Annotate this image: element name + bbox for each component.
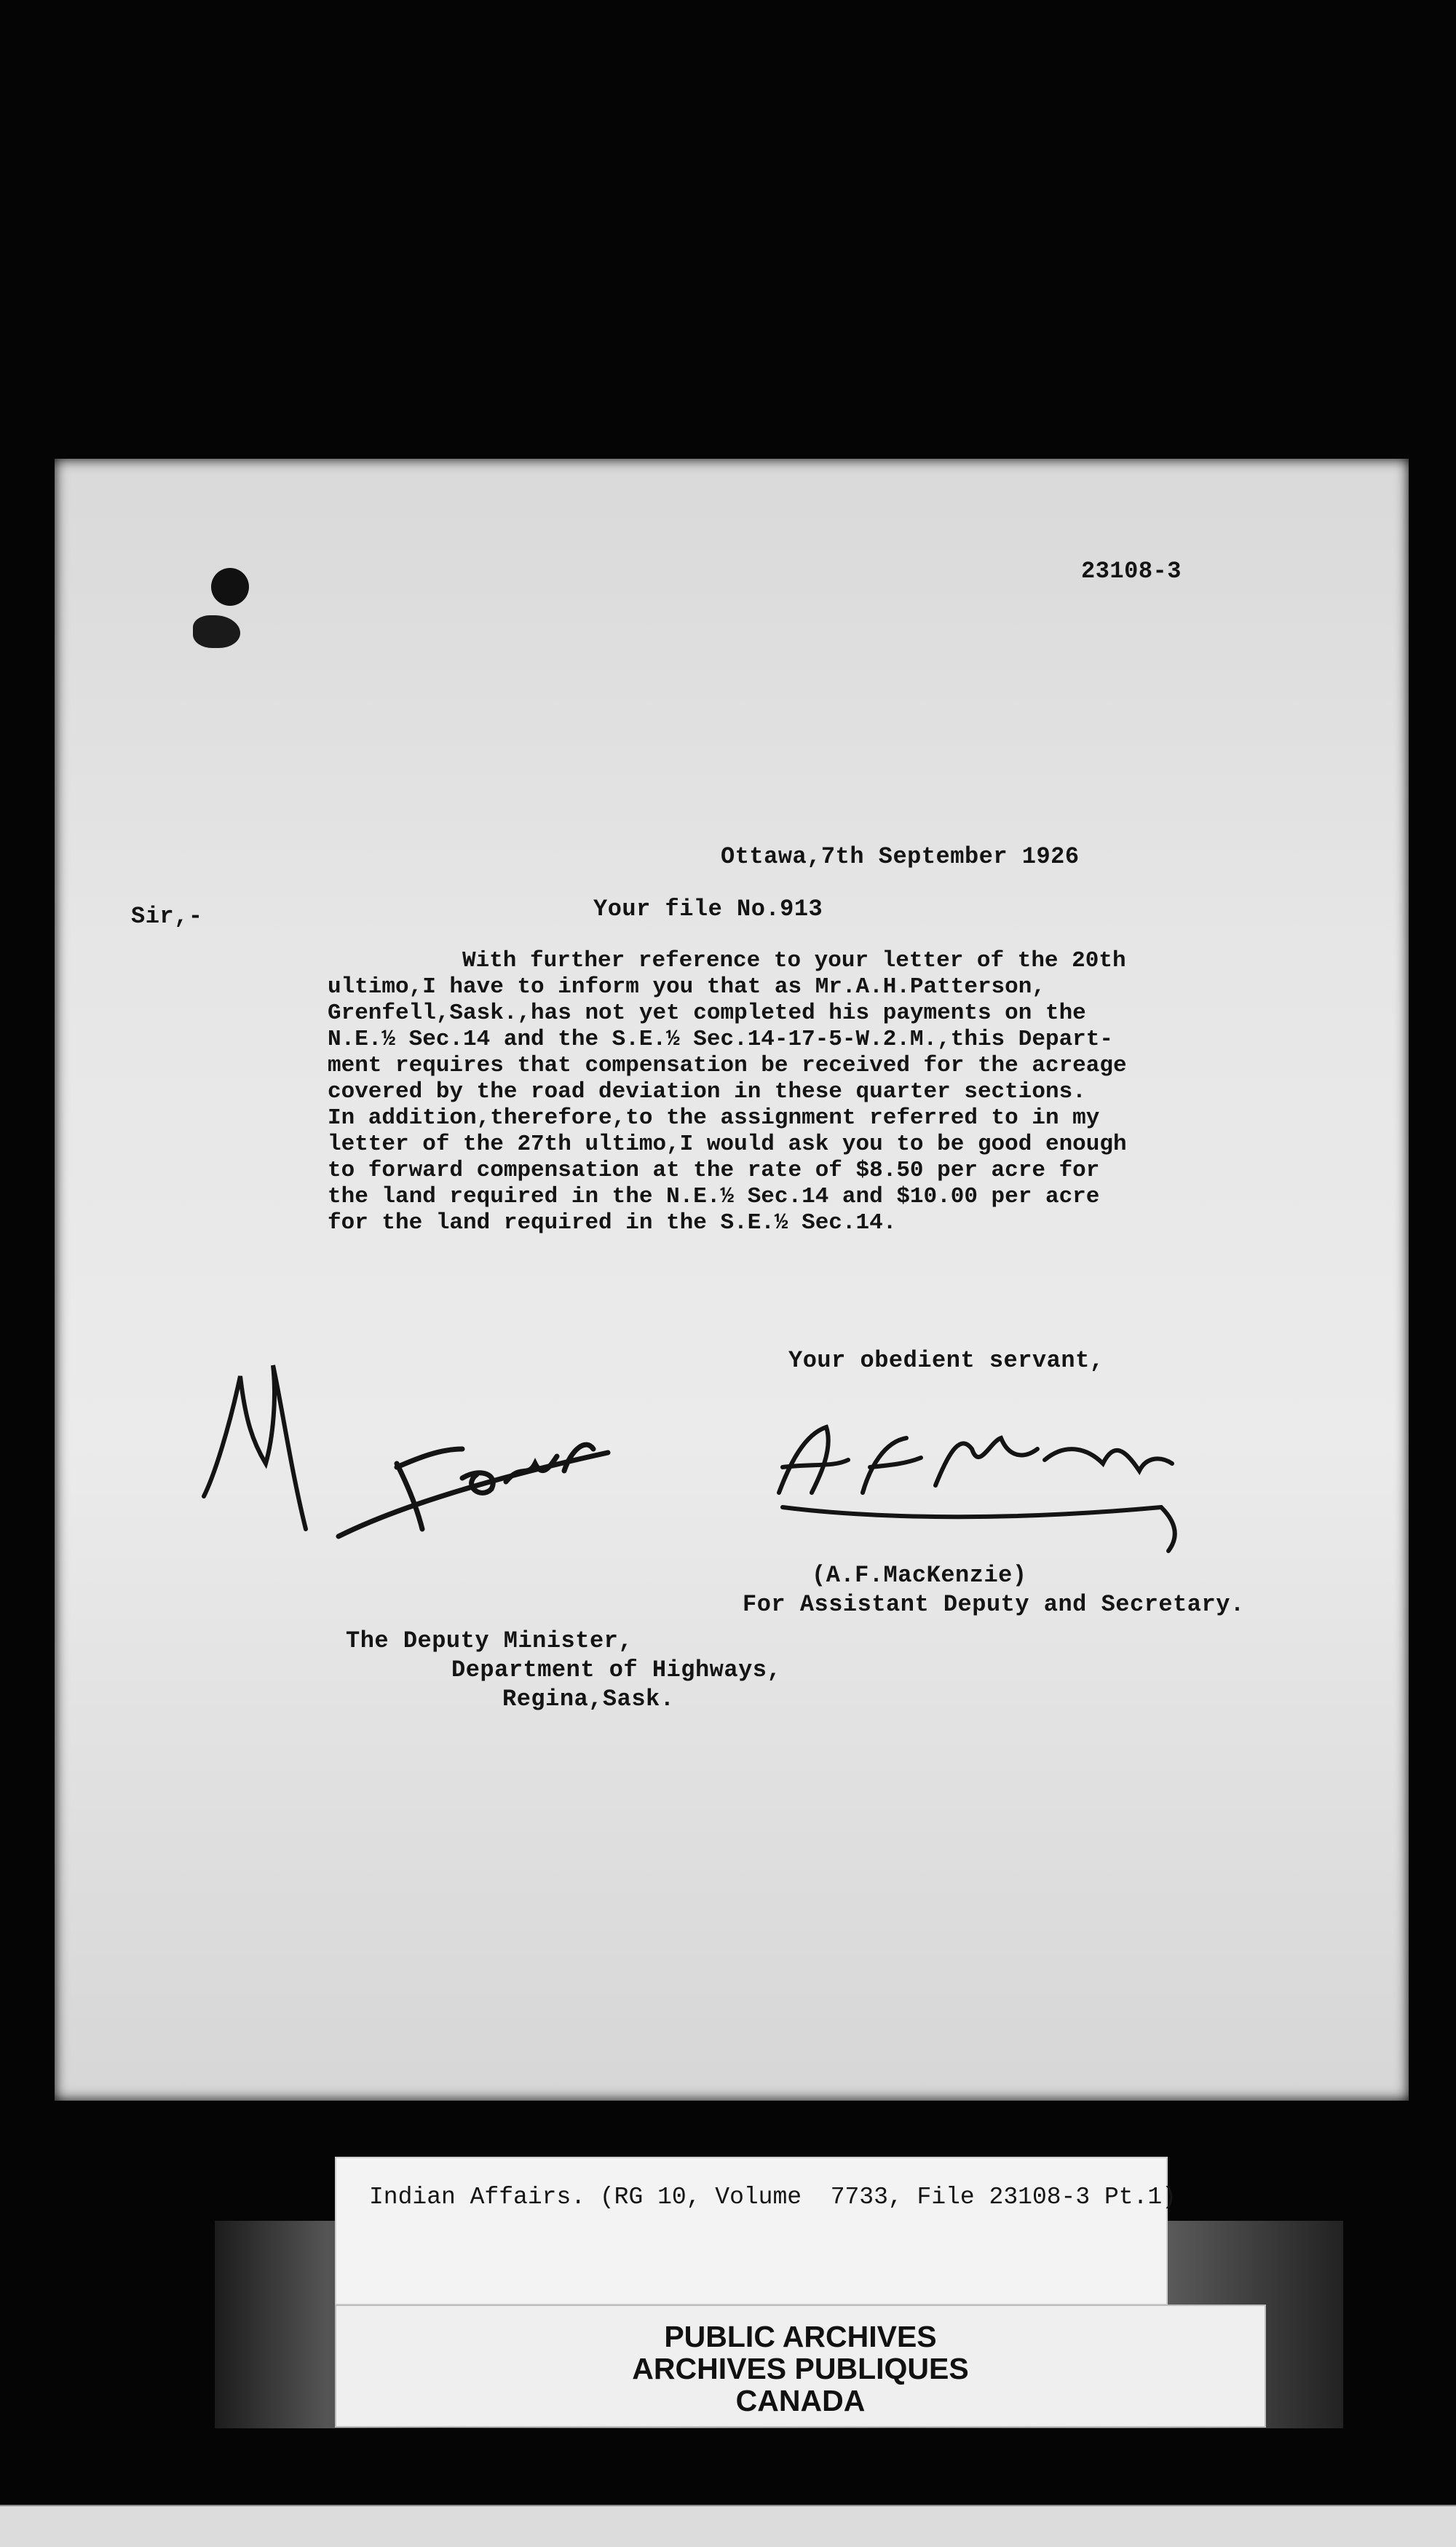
body-line: N.E.½ Sec.14 and the S.E.½ Sec.14-17-5-W.2.M.,this Depart- <box>328 1027 1113 1052</box>
salutation: Sir,- <box>131 903 203 930</box>
stamp-line: CANADA <box>735 2384 866 2417</box>
bottom-bar <box>0 2505 1456 2547</box>
body-line: Grenfell,Sask.,has not yet completed his payments on the <box>328 1000 1086 1026</box>
letter-page <box>55 459 1409 2101</box>
body-line: to forward compensation at the rate of $8.50 per acre for <box>328 1158 1100 1183</box>
file-number: 23108-3 <box>1081 558 1182 585</box>
body-line: for the land required in the S.E.½ Sec.14. <box>328 1210 897 1236</box>
initials-left <box>204 1365 306 1529</box>
letter-body <box>328 948 1127 1236</box>
body-line: letter of the 27th ultimo,I would ask you to be good enough <box>328 1132 1127 1157</box>
signatory-title: For Assistant Deputy and Secretary. <box>743 1591 1245 1618</box>
body-line: ultimo,I have to inform you that as Mr.A.H.Patterson, <box>328 974 1045 1000</box>
closing: Your obedient servant, <box>788 1347 1104 1374</box>
address-line: Regina,Sask. <box>502 1686 675 1713</box>
ink-blot <box>193 615 240 648</box>
punch-hole <box>211 568 249 606</box>
archive-reference: Indian Affairs. (RG 10, Volume 7733, File 23108-3 Pt.1) <box>369 2184 1176 2211</box>
handwriting-layer <box>55 459 1409 2101</box>
body-line: With further reference to your letter of the 20th <box>462 948 1126 974</box>
body-line: ment requires that compensation be received for the acreage <box>328 1053 1127 1078</box>
archives-stamp <box>335 2305 1266 2428</box>
stamp-line: PUBLIC ARCHIVES <box>664 2320 937 2353</box>
archive-reference-card <box>335 2157 1176 2305</box>
body-line: the land required in the N.E.½ Sec.14 and $10.00 per acre <box>328 1184 1100 1209</box>
your-file-reference: Your file No.913 <box>593 896 823 923</box>
initials-mid <box>339 1445 608 1536</box>
stamp-line: ARCHIVES PUBLIQUES <box>632 2352 969 2385</box>
dateline: Ottawa,7th September 1926 <box>721 843 1080 870</box>
body-line: covered by the road deviation in these quarter sections. <box>328 1079 1086 1105</box>
typed-signatory-name: (A.F.MacKenzie) <box>812 1562 1027 1589</box>
signature-mackenzie <box>779 1427 1175 1551</box>
address-line: The Deputy Minister, <box>346 1627 633 1654</box>
address-line: Department of Highways, <box>451 1656 782 1683</box>
body-line: In addition,therefore,to the assignment referred to in my <box>328 1105 1100 1131</box>
